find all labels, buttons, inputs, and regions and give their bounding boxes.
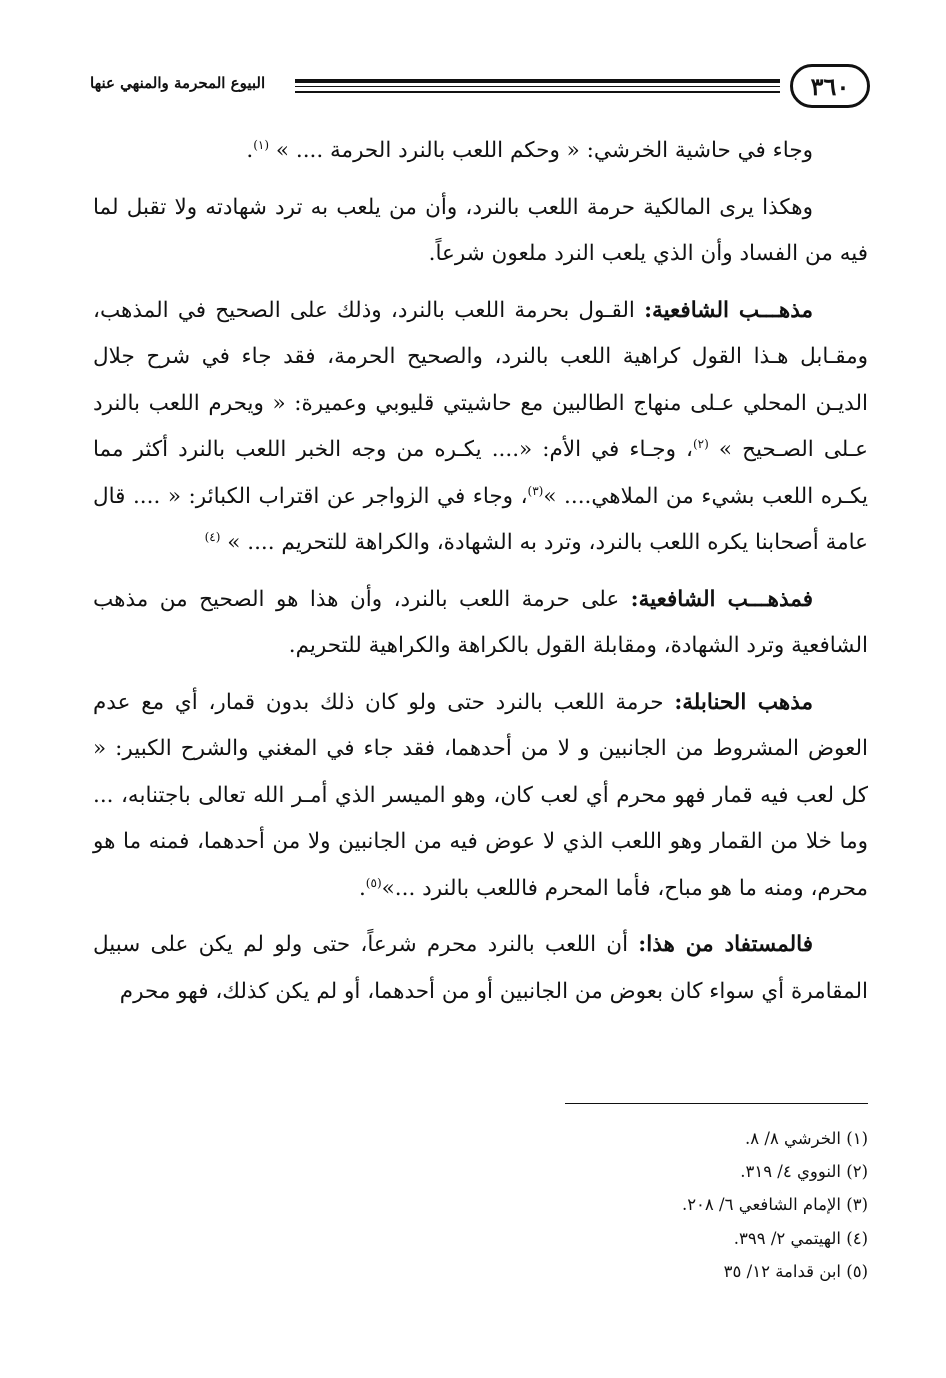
paragraph-hanbali-school: مذهب الحنابلة: حرمة اللعب بالنرد حتى ولو كان ذلك بدون قمار، أي مع عدم العوض المشروط من الجانبين و لا من أحدهما، فقد جاء في المغني والشرح الكبير: « كل لعب فيه قمار فهو محرم أي لعب كان، وهو الميسر الذي أمـر الله تعالى باجتنابه، ... وما خلا من القمار وهو اللعب الذي لا عوض فيه من الجانبين ولا من أحدهما، فمنه ما هو محرم، ومنه ما هو مباح، فأما المحرم فاللعب بالنرد ...»$^{(٥)}$. [93, 689, 868, 901]
paragraph-shafii-conclusion: فمذهـــب الشافعية: على حرمة اللعب بالنرد، وأن هذا هو الصحيح من مذهب الشافعية وترد الشهادة، ومقابلة القول بالكراهة والكراهية للتحريم. [93, 586, 868, 658]
page-header [90, 58, 870, 118]
footnote-ref-3: (٣) [527, 483, 544, 498]
body-text [93, 128, 868, 1025]
footnote-1: (١) الخرشي ٨/ ٨. [745, 1129, 868, 1148]
section-lead-hanbali: مذهب الحنابلة: [674, 689, 814, 715]
footnotes [468, 1122, 868, 1288]
footnote-5: (٥) ابن قدامة ١٢/ ٣٥ [723, 1261, 868, 1281]
header-rule [295, 79, 780, 93]
page-number: ٣٦٠ [790, 64, 870, 108]
footnote-4: (٤) الهيتمي ٢/ ٣٩٩. [733, 1228, 868, 1248]
footnote-3: (٣) الإمام الشافعي ٦/ ٢٠٨. [681, 1195, 868, 1215]
footnote-ref-2: (٢) [692, 436, 709, 451]
section-lead-shafii-conclusion: فمذهـــب الشافعية: [630, 586, 813, 612]
footnote-ref-4: (٤) [204, 529, 221, 544]
running-title: البيوع المحرمة والمنهي عنها [90, 74, 266, 92]
paragraph-shafii-school: مذهـــب الشافعية: القـول بحرمة اللعب بالنرد، وذلك على الصحيح في المذهب، ومقـابل هـذا القول كراهية اللعب بالنرد، والصحيح الحرمة، فقد جاء في شرح جلال الديـن المحلي عـلى منهاج الطالبين مع حاشيتي قليوبي وعميرة: « ويحرم اللعب بالنرد عـلى الصـحيح » $^{(٢)}$، وجـاء في الأم: «.... يكـره من وجه الخبر اللعب بالنرد أكثر مما يكـره اللعب بشيء من الملاهي.... »$^{(٣)}$، وجاء في الزواجر عن اقتراب الكبائر: « .... قال عامة أصحابنا يكره اللعب بالنرد، وترد به الشهادة، والكراهة للتحريم .... » $^{(٤)}$ [93, 297, 868, 555]
section-lead-conclusion: فالمستفاد من هذا: [638, 932, 813, 957]
section-lead-shafii: مذهـــب الشافعية: [644, 297, 813, 323]
paragraph-maliki-summary: وهكذا يرى المالكية حرمة اللعب بالنرد، وأن من يلعب به ترد شهادته ولا تقبل لما فيه من الفساد وأن الذي يلعب النرد ملعون شرعاً. [93, 194, 868, 266]
paragraph-conclusion: فالمستفاد من هذا: أن اللعب بالنرد محرم شرعاً، حتى ولو لم يكن على سبيل المقامرة أي سواء كان بعوض من الجانبين أو من أحدهما، أو لم يكن كذلك، فهو محرم [93, 932, 868, 1004]
footnote-ref-5: (٥) [365, 875, 382, 890]
footnote-separator [565, 1103, 868, 1104]
footnote-2: (٢) النووي ٤/ ٣١٩. [740, 1162, 868, 1182]
footnote-ref-1: (١) [253, 137, 270, 152]
paragraph-kharashi-quote: وجاء في حاشية الخرشي: « وحكم اللعب بالنرد الحرمة .... » $^{(١)}$. [246, 137, 813, 163]
